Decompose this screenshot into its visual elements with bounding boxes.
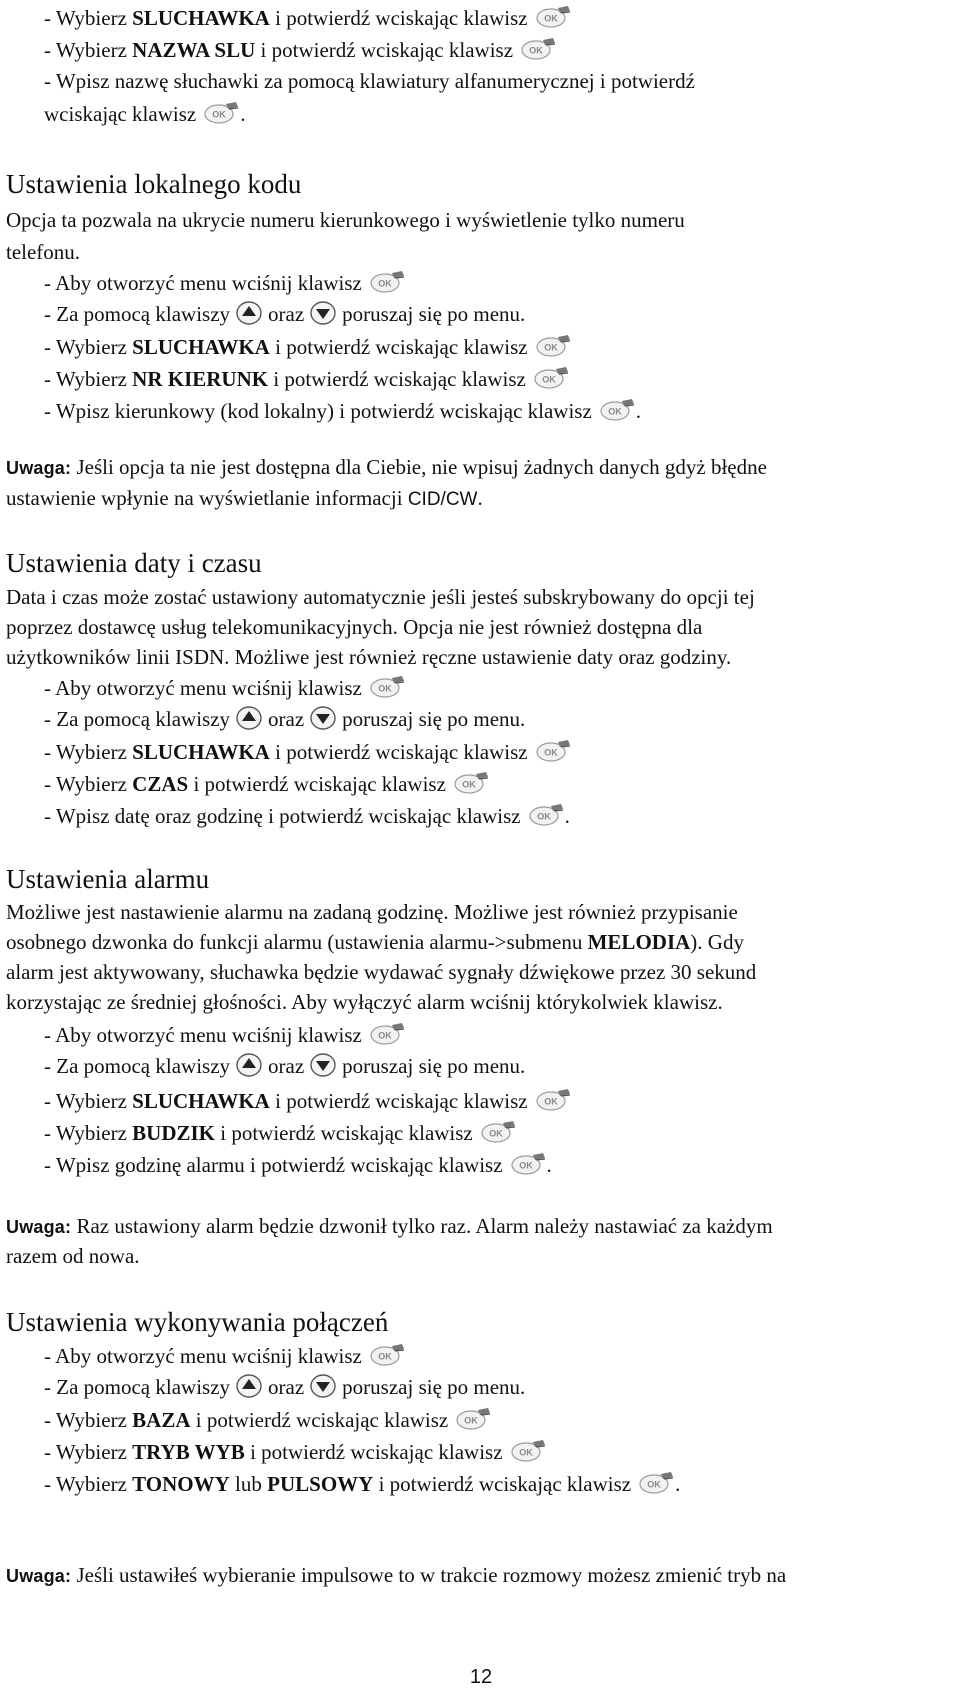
step-line: - Wybierz BUDZIK i potwierdź wciskając klawisz OK: [44, 1118, 517, 1147]
ok-key-icon: [637, 1469, 675, 1495]
paragraph-line: użytkowników linii ISDN. Możliwe jest również ręczne ustawienie daty oraz godziny.: [6, 645, 732, 669]
step-line: - Aby otworzyć menu wciśnij klawisz OK: [44, 268, 406, 297]
step-line: - Za pomocą klawiszy oraz poruszaj się po menu.: [44, 707, 526, 731]
ok-key-icon: [368, 673, 406, 699]
ok-key-icon: [532, 364, 570, 390]
note-line: razem od nowa.: [6, 1244, 140, 1268]
ok-key-icon: [534, 737, 572, 763]
down-arrow-key-icon: [308, 300, 338, 326]
step-line: - Wybierz BAZA i potwierdź wciskając klawisz OK: [44, 1405, 492, 1434]
ok-key-icon: [368, 268, 406, 294]
svg-text:OK: OK: [378, 1030, 392, 1041]
svg-text:OK: OK: [378, 683, 392, 694]
up-arrow-key-icon: [234, 300, 264, 326]
ok-key-icon: [202, 99, 240, 125]
step-line: - Wpisz nazwę słuchawki za pomocą klawiatury alfanumerycznej i potwierdź: [44, 69, 695, 93]
page-number: 12: [469, 1666, 493, 1688]
section-heading: Ustawienia lokalnego kodu: [6, 169, 302, 199]
paragraph-line: alarm jest aktywowany, słuchawka będzie wydawać sygnały dźwiękowe przez 30 sekund: [6, 960, 757, 984]
svg-text:OK: OK: [647, 1479, 661, 1490]
svg-text:OK: OK: [212, 109, 226, 120]
step-line: - Wybierz CZAS i potwierdź wciskając klawisz OK: [44, 769, 490, 798]
svg-text:OK: OK: [536, 811, 551, 822]
step-line: - Wybierz SLUCHAWKA i potwierdź wciskając klawisz OK: [44, 3, 572, 32]
svg-text:OK: OK: [518, 1160, 533, 1171]
ok-key-icon: [534, 332, 572, 358]
ok-key-icon: [519, 35, 557, 61]
svg-text:OK: OK: [518, 1447, 533, 1458]
paragraph-line: korzystając ze średniej głośności. Aby wyłączyć alarm wciśnij którykolwiek klawisz.: [6, 990, 723, 1014]
paragraph-line: poprzez dostawcę usług telekomunikacyjnych. Opcja nie jest również dostępna dla: [6, 615, 703, 639]
svg-text:OK: OK: [462, 779, 476, 790]
ok-key-icon: [527, 801, 565, 827]
step-line: - Za pomocą klawiszy oraz poruszaj się po menu.: [44, 302, 526, 326]
note-line: Uwaga: Jeśli opcja ta nie jest dostępna dla Ciebie, nie wpisuj żadnych danych gdyż błędne: [6, 455, 767, 479]
paragraph-line: Możliwe jest nastawienie alarmu na zadaną godzinę. Możliwe jest również przypisanie: [6, 900, 738, 924]
step-line: - Wpisz kierunkowy (kod lokalny) i potwierdź wciskając klawisz OK .: [44, 396, 641, 425]
down-arrow-key-icon: [308, 1052, 338, 1078]
svg-text:OK: OK: [543, 13, 558, 24]
step-line: - Aby otworzyć menu wciśnij klawisz OK: [44, 1020, 406, 1049]
svg-text:OK: OK: [543, 747, 558, 758]
step-line: - Wybierz SLUCHAWKA i potwierdź wciskając klawisz OK: [44, 737, 572, 766]
down-arrow-key-icon: [308, 1373, 338, 1399]
ok-key-icon: [454, 1405, 492, 1431]
section-heading: Ustawienia alarmu: [6, 864, 210, 894]
step-line: - Wybierz TONOWY lub PULSOWY i potwierdź wciskając klawisz OK .: [44, 1469, 680, 1498]
paragraph-line: telefonu.: [6, 240, 81, 264]
note-line: ustawienie wpłynie na wyświetlanie informacji CID/CW.: [6, 486, 483, 510]
svg-text:OK: OK: [542, 374, 556, 385]
note-line: Uwaga: Raz ustawiony alarm będzie dzwonił tylko raz. Alarm należy nastawiać za każdym: [6, 1214, 773, 1238]
svg-text:OK: OK: [378, 278, 392, 289]
step-line: wciskając klawisz OK .: [44, 99, 245, 128]
step-line: - Wybierz TRYB WYB i potwierdź wciskając klawisz OK: [44, 1437, 547, 1466]
up-arrow-key-icon: [234, 705, 264, 731]
step-line: - Za pomocą klawiszy oraz poruszaj się po menu.: [44, 1054, 526, 1078]
section-heading: Ustawienia wykonywania połączeń: [6, 1307, 389, 1337]
svg-text:OK: OK: [464, 1415, 479, 1426]
down-arrow-key-icon: [308, 705, 338, 731]
svg-text:OK: OK: [543, 342, 558, 353]
svg-text:OK: OK: [608, 406, 622, 417]
svg-text:OK: OK: [543, 1096, 558, 1107]
ok-key-icon: [368, 1020, 406, 1046]
svg-text:OK: OK: [489, 1128, 503, 1139]
paragraph-line: Data i czas może zostać ustawiony automatycznie jeśli jesteś subskrybowany do opcji tej: [6, 585, 755, 609]
ok-key-icon: [598, 396, 636, 422]
step-line: - Wybierz NR KIERUNK i potwierdź wciskając klawisz OK: [44, 364, 570, 393]
up-arrow-key-icon: [234, 1373, 264, 1399]
paragraph-line: osobnego dzwonka do funkcji alarmu (ustawienia alarmu->submenu MELODIA). Gdy: [6, 930, 744, 954]
svg-text:OK: OK: [378, 1351, 392, 1362]
ok-key-icon: [509, 1437, 547, 1463]
step-line: - Aby otworzyć menu wciśnij klawisz OK: [44, 1341, 406, 1370]
svg-text:OK: OK: [529, 45, 543, 56]
ok-key-icon: [479, 1118, 517, 1144]
ok-key-icon: [368, 1341, 406, 1367]
up-arrow-key-icon: [234, 1052, 264, 1078]
ok-key-icon: [534, 3, 572, 29]
step-line: - Wybierz NAZWA SLU i potwierdź wciskając klawisz OK: [44, 35, 557, 64]
ok-key-icon: [534, 1086, 572, 1112]
ok-key-icon: [509, 1150, 547, 1176]
ok-key-icon: [452, 769, 490, 795]
step-line: - Wpisz datę oraz godzinę i potwierdź wciskając klawisz OK .: [44, 801, 570, 830]
section-heading: Ustawienia daty i czasu: [6, 548, 262, 578]
step-line: - Za pomocą klawiszy oraz poruszaj się po menu.: [44, 1375, 526, 1399]
step-line: - Wybierz SLUCHAWKA i potwierdź wciskając klawisz OK: [44, 332, 572, 361]
note-line: Uwaga: Jeśli ustawiłeś wybieranie impulsowe to w trakcie rozmowy możesz zmienić tryb na: [6, 1563, 787, 1587]
paragraph-line: Opcja ta pozwala na ukrycie numeru kierunkowego i wyświetlenie tylko numeru: [6, 208, 685, 232]
step-line: - Aby otworzyć menu wciśnij klawisz OK: [44, 673, 406, 702]
step-line: - Wpisz godzinę alarmu i potwierdź wciskając klawisz OK .: [44, 1150, 552, 1179]
step-line: - Wybierz SLUCHAWKA i potwierdź wciskając klawisz OK: [44, 1086, 572, 1115]
